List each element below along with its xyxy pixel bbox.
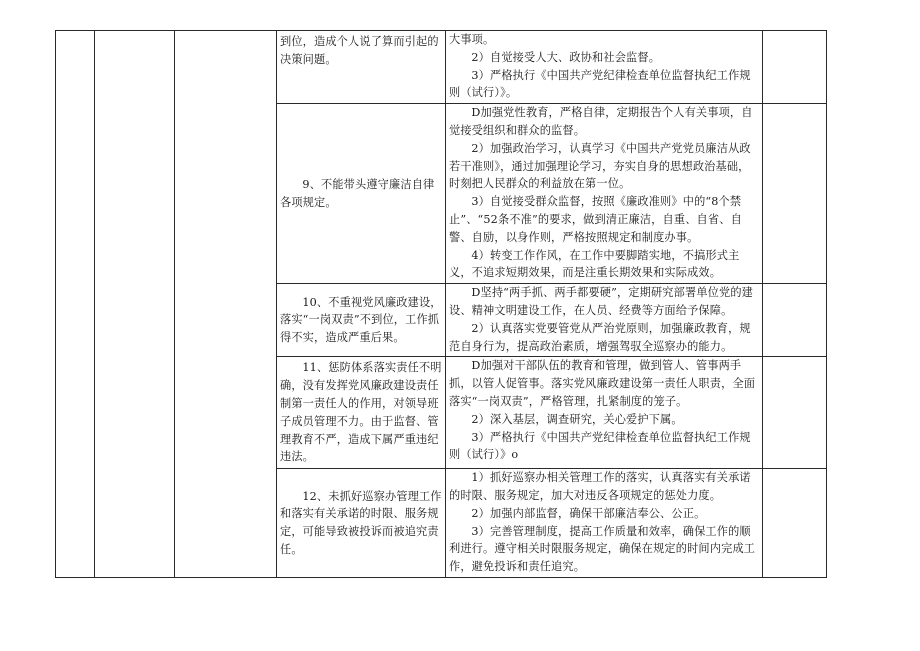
risk-table (55, 30, 827, 578)
risk-description (277, 486, 445, 561)
measure-item: 大事项。 (449, 33, 495, 46)
measure-item: 3）完善管理制度，提高工作质量和效率，确保工作的顺利进行。遵守相关时限服务规定，确保在规定的时间内完成工作，避免投诉和责任追究。 (449, 524, 756, 574)
risk-paragraph: 11、惩防体系落实责任不明确，没有发挥党风廉政建设责任制第一责任人的作用，对领导班子成员管理不力。由于监督、管理教育不严，造成下属严重违纪违法。 (280, 361, 442, 464)
measures-cell (446, 357, 763, 469)
risk-description (277, 174, 445, 214)
risk-cell (277, 104, 446, 284)
measure-item: 4）转变工作作风，在工作中要脚踏实地，不搞形式主义，不追求短期效果，而是注重长期效果和实际成效。 (449, 248, 740, 280)
table-row (56, 31, 827, 104)
measure-item: 3）自觉接受群众监督，按照《廉政准则》中的“8个禁止”、“52条不准”的要求，做到清正廉洁，自重、自省、自警、自励，以身作则，严格按照规定和制度办事。 (449, 195, 742, 244)
blank-col-6 (763, 31, 827, 104)
measures-cell (446, 104, 763, 284)
blank-col-2 (95, 31, 175, 578)
measures-list (446, 469, 762, 577)
risk-description (277, 292, 445, 349)
measure-item: 2）加强内部监督，确保干部廉洁奉公、公正。 (471, 506, 706, 520)
risk-paragraph: 12、未抓好巡察办管理工作和落实有关承诺的时限、服务规定，可能导致被投诉而被追究责任。 (280, 489, 442, 556)
measure-item: D加强党性教育，严格自律，定期报告个人有关事项，自觉接受组织和群众的监督。 (449, 106, 753, 137)
risk-cell (277, 284, 446, 357)
measures-list (446, 31, 762, 103)
measure-item: 3）严格执行《中国共产党纪律检查单位监督执纪工作规则（试行）》o (449, 430, 751, 462)
blank-col-6 (763, 104, 827, 284)
risk-cell (277, 31, 446, 104)
measures-cell (446, 469, 763, 578)
measure-item: 3）严格执行《中国共产党纪律检查单位监督执纪工作规则（试行）》。 (449, 68, 751, 100)
risk-paragraph: 10、不重视党风廉政建设，落实“一岗双责”不到位，工作抓得不实，造成严重后果。 (280, 295, 442, 345)
blank-col-6 (763, 284, 827, 357)
risk-description (277, 357, 445, 468)
measures-cell (446, 284, 763, 357)
blank-col-6 (763, 357, 827, 469)
risk-paragraph: 到位，造成个人说了算而引起的决策问题。 (280, 35, 439, 66)
measure-item: 1）抓好巡察办相关管理工作的落实，认真落实有关承诺的时限、服务规定，加大对违反各项规定的惩处力度。 (449, 471, 751, 502)
measures-list (446, 104, 762, 283)
measure-item: D坚持“两手抓、两手都要硬”，定期研究部署单位党的建设、精神文明建设工作，在人员、经费等方面给予保障。 (449, 286, 754, 317)
risk-description (277, 31, 445, 71)
measure-item: 2）自觉接受人大、政协和社会监督。 (471, 50, 661, 64)
risk-paragraph: 9、不能带头遵守廉洁自律各项规定。 (280, 177, 435, 209)
blank-col-3 (175, 31, 277, 578)
measure-item: 2）认真落实党要管党从严治党原则，加强廉政教育，规范自身行为，提高政治素质，增强驾驭全巡察办的能力。 (449, 321, 751, 353)
measure-item: 2）深入基层，调查研究，关心爱护下属。 (471, 412, 683, 426)
measures-cell (446, 31, 763, 104)
risk-cell (277, 469, 446, 578)
measure-item: 2）加强政治学习，认真学习《中国共产党党员廉洁从政若干准则》，通过加强理论学习，夯实自身的思想政治基础，时刻把人民群众的利益放在第一位。 (449, 141, 751, 191)
measures-list (446, 284, 762, 356)
blank-col-1 (56, 31, 95, 578)
measure-item: D加强对干部队伍的教育和管理，做到管人、管事两手抓，以管人促管事。落实党风廉政建设第一责任人职责，全面落实“一岗双责”，严格管理，扎紧制度的笼子。 (449, 359, 756, 408)
blank-col-6 (763, 469, 827, 578)
risk-cell (277, 357, 446, 469)
measures-list (446, 357, 762, 465)
